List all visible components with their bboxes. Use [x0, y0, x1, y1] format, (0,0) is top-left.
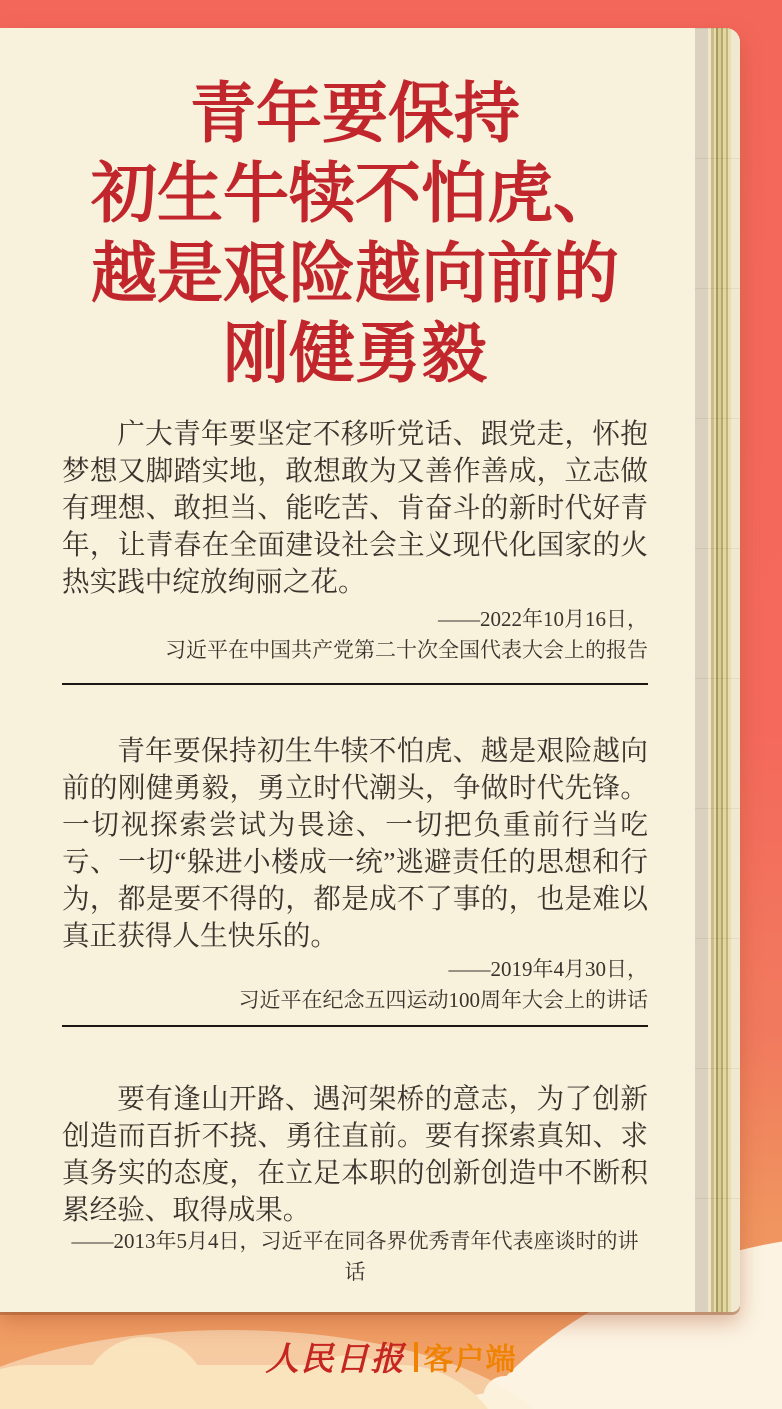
- headline: [62, 75, 648, 395]
- client-label: 客户端: [423, 1343, 517, 1377]
- headline-line: 越是艰险越向前的: [91, 238, 619, 311]
- headline-line: 初生牛犊不怕虎、: [91, 158, 619, 231]
- section-divider: [62, 683, 648, 685]
- attribution-3: [62, 1226, 648, 1288]
- section-divider: [62, 1025, 648, 1027]
- attribution-date: ——2022年10月16日，: [438, 607, 648, 631]
- headline-line: 青年要保持: [190, 78, 520, 151]
- logo-separator: [414, 1342, 418, 1372]
- peoples-daily-logo: [0, 1333, 782, 1380]
- peoples-daily-wordmark: 人民日报: [265, 1342, 406, 1378]
- attribution-source: 习近平在中国共产党第二十次全国代表大会上的报告: [165, 638, 648, 662]
- page-stack-edge: [695, 28, 740, 1312]
- quote-paragraph-2: 青年要保持初生牛犊不怕虎、越是艰险越向前的刚健勇毅，勇立时代潮头，争做时代先锋。一切视探索尝试为畏途、一切把负重前行当吃亏、一切“躲进小楼成一统”逃避责任的思想和行为，都是要不得的，都是成不了事的，也是难以真正获得人生快乐的。: [62, 735, 648, 951]
- attribution-1: [62, 604, 648, 666]
- headline-line: 刚健勇毅: [223, 318, 487, 391]
- attribution-date: ——2019年4月30日，: [448, 957, 648, 981]
- attribution-2: [62, 954, 648, 1016]
- page-content: [62, 28, 648, 1288]
- book-page: [0, 28, 740, 1312]
- quote-paragraph-3: 要有逢山开路、遇河架桥的意志，为了创新创造而百折不挠、勇往直前。要有探索真知、求真务实的态度，在立足本职的创新创造中不断积累经验、取得成果。: [62, 1083, 648, 1225]
- attribution-source: 习近平在纪念五四运动100周年大会上的讲话: [238, 988, 648, 1012]
- attribution-date-source: ——2013年5月4日，习近平在同各界优秀青年代表座谈时的讲话: [71, 1229, 639, 1284]
- quote-paragraph-1: 广大青年要坚定不移听党话、跟党走，怀抱梦想又脚踏实地，敢想敢为又善作善成，立志做有理想、敢担当、能吃苦、肯奋斗的新时代好青年，让青春在全面建设社会主义现代化国家的火热实践中绽放绚丽之花。: [62, 418, 648, 597]
